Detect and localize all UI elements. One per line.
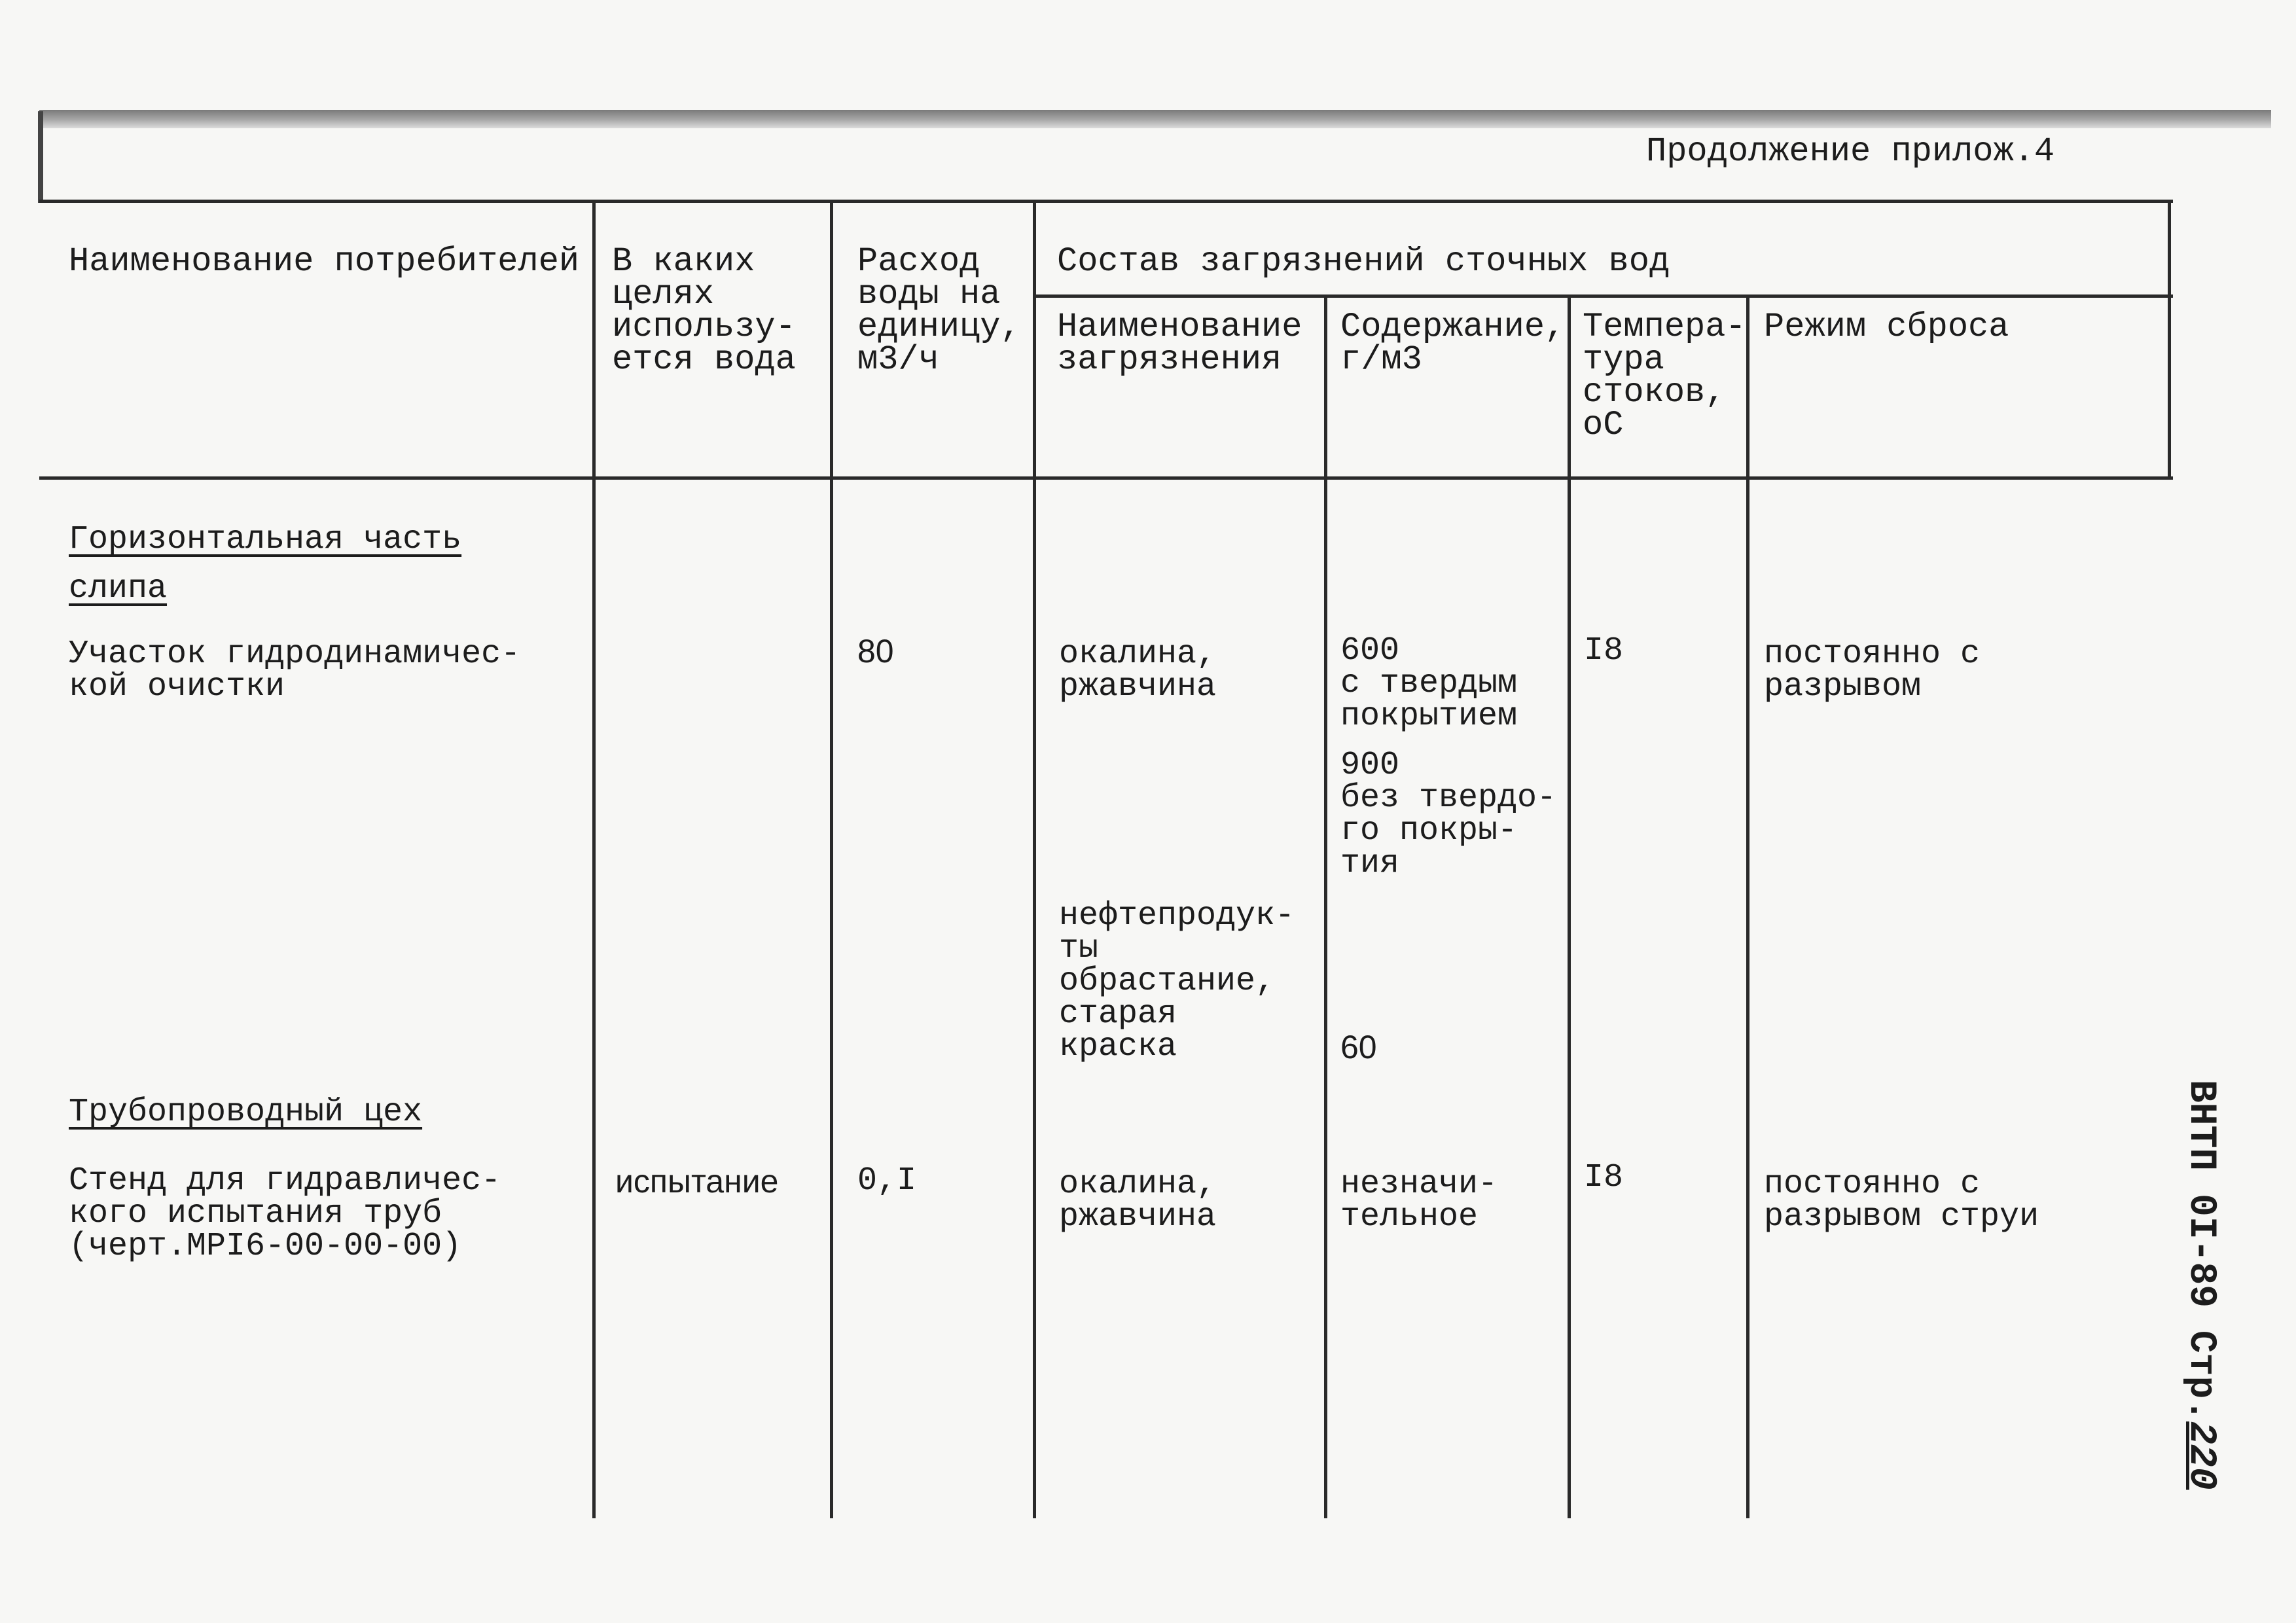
col-divider-4 xyxy=(1324,294,1327,1518)
header-pollution-group: Состав загрязнений сточных вод xyxy=(1057,242,1670,281)
row-content: 600 с твердым покрытием xyxy=(1340,632,1518,735)
row2-flow: 0,I xyxy=(857,1162,917,1200)
header-bottom-border xyxy=(39,476,2173,480)
section-title-2: Трубопроводный цех xyxy=(69,1094,423,1131)
row-content-alt: 900 без твердо- го покры- тия xyxy=(1340,747,1557,882)
row-consumer: Участок гидродинамичес- кой очистки xyxy=(69,635,521,705)
row2-content: незначи- тельное xyxy=(1340,1166,1498,1236)
page-number: 220 xyxy=(2179,1421,2222,1490)
header-pollutant: Наименование загрязнения xyxy=(1057,308,1302,379)
table-top-border xyxy=(39,200,2173,203)
scan-top-band xyxy=(39,110,2271,128)
header-content: Содержание, г/м3 xyxy=(1340,308,1566,379)
col-divider-2 xyxy=(830,200,833,1518)
row-content-3: 60 xyxy=(1340,1029,1377,1065)
col-divider-6 xyxy=(1746,294,1749,1518)
row-pollutant: окалина, ржавчина xyxy=(1059,635,1217,705)
col-divider-3 xyxy=(1033,200,1036,1518)
header-purpose: В каких целях использу- ется вода xyxy=(612,242,796,379)
document-code-stamp xyxy=(2179,1080,2222,1490)
header-temperature: Темпера- тура стоков, oC xyxy=(1583,308,1746,444)
row2-temperature: I8 xyxy=(1584,1159,1624,1196)
row-temperature: I8 xyxy=(1584,632,1624,669)
header-flow: Расход воды на единицу, м3/ч xyxy=(857,242,1021,379)
row2-consumer: Стенд для гидравличес- кого испытания труб (черт.МРI6-00-00-00) xyxy=(69,1162,501,1265)
row-discharge: постоянно с разрывом xyxy=(1764,635,1981,705)
document-code: ВНТП 0I-89 Стр. xyxy=(2179,1080,2222,1422)
table-right-border xyxy=(2168,200,2171,476)
row2-pollutant: окалина, ржавчина xyxy=(1059,1166,1217,1236)
row-flow: 80 xyxy=(857,633,894,669)
col-divider-5 xyxy=(1568,294,1571,1518)
header-consumer: Наименование потребителей xyxy=(69,242,580,281)
row2-purpose: испытание xyxy=(615,1163,779,1200)
row2-discharge: постоянно с разрывом струи xyxy=(1764,1166,2039,1236)
subheader-divider xyxy=(1035,294,2173,298)
section-title-line1: Горизонтальная часть xyxy=(69,521,462,558)
col-divider-1 xyxy=(592,200,596,1518)
section-title-line2: слипа xyxy=(69,570,168,607)
header-discharge: Режим сброса xyxy=(1764,308,2009,346)
continuation-label: Продолжение прилож.4 xyxy=(1646,132,2055,171)
row-pollutant-2: нефтепродук- ты обрастание, старая краска xyxy=(1059,897,1295,1065)
scan-left-edge xyxy=(38,111,43,203)
